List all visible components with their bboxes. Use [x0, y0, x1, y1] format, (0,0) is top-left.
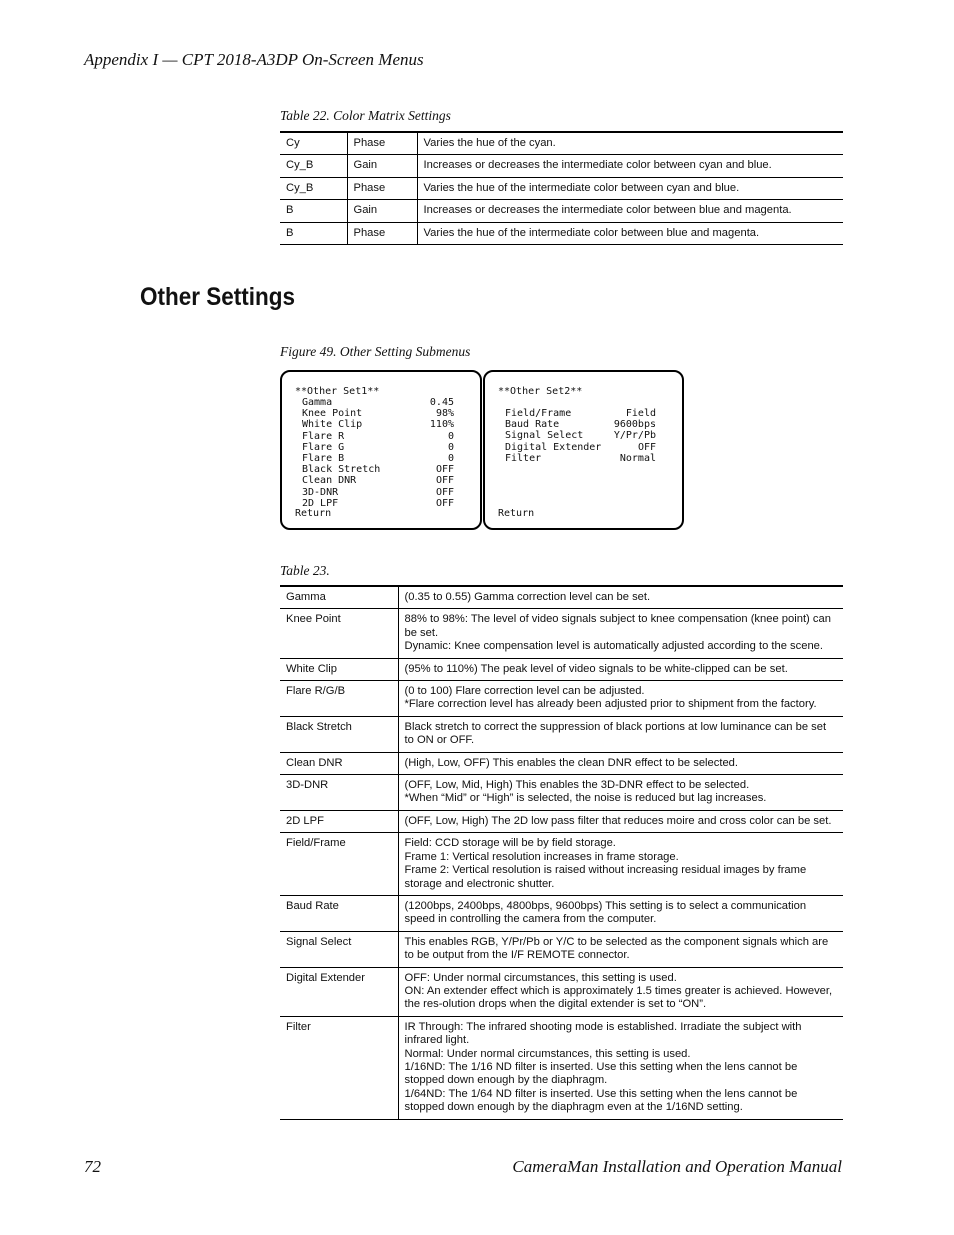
setting-name-cell: Clean DNR	[280, 752, 398, 774]
running-header: Appendix I — CPT 2018-A3DP On-Screen Menus	[84, 50, 424, 69]
menu-item	[505, 453, 656, 464]
parameter-cell: Phase	[347, 132, 417, 155]
menu-item-value: 0	[447, 441, 454, 453]
description-line: 1/16ND: The 1/16 ND filter is inserted. Use this setting when the lens cannot be stopped down enough by the diaphragm.	[404, 1060, 798, 1087]
description-line: *Flare correction level has already been adjusted prior to shipment from the factory.	[404, 698, 817, 711]
setting-name-cell: Digital Extender	[280, 967, 398, 1016]
description-line: (95% to 110%) The peak level of video signals to be white-clipped can be set.	[404, 662, 788, 675]
menu-item	[302, 475, 454, 486]
item-cell: Cy_B	[280, 155, 347, 177]
description-line: (OFF, Low, High) The 2D low pass filter that reduces moire and cross color can be set.	[404, 814, 832, 827]
menu-title: **Other Set2**	[498, 386, 583, 397]
parameter-cell: Phase	[347, 177, 417, 199]
menu-item-value: OFF	[637, 441, 656, 453]
footer-manual-title: CameraMan Installation and Operation Manual	[512, 1157, 842, 1176]
setting-description-cell	[398, 967, 843, 1016]
setting-description-cell	[398, 810, 843, 832]
description-line: 88% to 98%: The level of video signals subject to knee compensation (knee point) can be set.	[404, 613, 831, 639]
other-set2-menu	[483, 370, 684, 530]
setting-description-cell	[398, 752, 843, 774]
setting-name-cell: Signal Select	[280, 931, 398, 967]
setting-description-cell	[398, 1016, 843, 1119]
setting-name-cell: Flare R/G/B	[280, 681, 398, 717]
description-cell: Varies the hue of the intermediate color between blue and magenta.	[417, 222, 843, 244]
description-line: (0.35 to 0.55) Gamma correction level can be set.	[404, 591, 651, 603]
menu-item-label: Digital Extender	[505, 441, 602, 453]
menu-item-value: Y/Pr/Pb	[613, 430, 656, 442]
item-cell: B	[280, 222, 347, 244]
menu-item	[302, 442, 454, 453]
setting-description-cell	[398, 895, 843, 931]
menu-item-label: Gamma	[302, 397, 333, 408]
menu-item-value: 98%	[435, 408, 454, 420]
menu-item-label: Field/Frame	[505, 408, 572, 419]
item-cell: B	[280, 200, 347, 222]
menu-return-item: Return	[295, 507, 332, 519]
page-number: 72	[84, 1157, 101, 1176]
color-matrix-table	[280, 131, 843, 245]
table-row	[280, 177, 843, 199]
menu-item-label: White Clip	[302, 419, 363, 431]
description-line: 1/64ND: The 1/64 ND filter is inserted. Use this setting when the lens cannot be stopped down enough by the diaphragm even at the 1/16ND setting.	[404, 1087, 798, 1114]
description-line: IR Through: The infrared shooting mode is established. Irradiate the subject with infrared light.	[404, 1020, 802, 1047]
setting-name-cell: 2D LPF	[280, 810, 398, 832]
menu-item-label: Clean DNR	[302, 475, 357, 487]
setting-name-cell: Filter	[280, 1016, 398, 1119]
menu-item-label: Flare R	[302, 430, 345, 442]
setting-description-cell	[398, 833, 843, 896]
setting-description-cell	[398, 931, 843, 967]
parameter-cell: Phase	[347, 222, 417, 244]
description-line: (0 to 100) Flare correction level can be adjusted.	[404, 685, 645, 698]
menu-item-value: 0	[447, 430, 454, 442]
parameter-cell: Gain	[347, 200, 417, 222]
table-row	[280, 716, 843, 752]
menu-item-value: 0.45	[429, 397, 454, 408]
menu-item-value: OFF	[435, 497, 454, 509]
item-cell: Cy_B	[280, 177, 347, 199]
table-row	[280, 681, 843, 717]
section-title: Other Settings	[140, 283, 296, 311]
setting-name-cell: Field/Frame	[280, 833, 398, 896]
setting-name-cell: Knee Point	[280, 609, 398, 658]
setting-description-cell	[398, 586, 843, 609]
menu-item-value: OFF	[435, 486, 454, 498]
description-line: *When “Mid” or “High” is selected, the noise is reduced but lag increases.	[404, 792, 767, 805]
menu-item	[505, 408, 656, 419]
setting-name-cell: White Clip	[280, 658, 398, 680]
table-row	[280, 895, 843, 931]
menu-item	[505, 419, 656, 430]
description-line: Frame 2: Vertical resolution is raised without increasing residual images by frame storage and electronic shutter.	[404, 864, 807, 890]
setting-description-cell	[398, 681, 843, 717]
menu-item-value: OFF	[435, 475, 454, 487]
table-row	[280, 132, 843, 155]
menu-item-value: Field	[625, 408, 656, 419]
table-row	[280, 1016, 843, 1119]
description-line: Frame 1: Vertical resolution increases in frame storage.	[404, 850, 679, 863]
menu-item	[302, 408, 454, 419]
other-set1-menu	[280, 370, 482, 530]
setting-name-cell: 3D-DNR	[280, 775, 398, 811]
menu-item-label: Baud Rate	[505, 419, 560, 431]
setting-description-cell	[398, 658, 843, 680]
menu-item-value: Normal	[619, 452, 656, 464]
table-23-caption: Table 23.	[280, 563, 330, 578]
menu-item-value: OFF	[435, 464, 454, 476]
setting-name-cell: Gamma	[280, 586, 398, 609]
menu-item-label: 3D-DNR	[302, 486, 339, 498]
table-row	[280, 222, 843, 244]
menu-item-label: Flare G	[302, 441, 345, 453]
other-settings-table	[280, 585, 843, 1120]
menu-item-label: Signal Select	[505, 430, 584, 442]
setting-description-cell	[398, 775, 843, 811]
table-row	[280, 200, 843, 222]
menu-item	[302, 397, 454, 408]
table-row	[280, 752, 843, 774]
table-row	[280, 810, 843, 832]
setting-name-cell: Baud Rate	[280, 895, 398, 931]
setting-name-cell: Black Stretch	[280, 716, 398, 752]
menu-item-value: 0	[447, 452, 454, 464]
parameter-cell: Gain	[347, 155, 417, 177]
description-cell: Varies the hue of the cyan.	[417, 132, 843, 155]
description-line: OFF: Under normal circumstances, this setting is used.	[404, 971, 677, 984]
menu-item-label: Flare B	[302, 452, 345, 464]
description-line: Normal: Under normal circumstances, this setting is used.	[404, 1047, 691, 1060]
menu-item-label: Black Stretch	[302, 464, 381, 476]
description-line: ON: An extender effect which is approximately 1.5 times greater is achieved. However, the res-olution drops when the digital extender is set to “ON”.	[404, 984, 833, 1011]
description-line: (OFF, Low, Mid, High) This enables the 3D-DNR effect to be selected.	[404, 779, 750, 792]
description-cell: Increases or decreases the intermediate color between blue and magenta.	[417, 200, 843, 222]
menu-item-label: Knee Point	[302, 408, 363, 420]
table-row	[280, 931, 843, 967]
description-line: This enables RGB, Y/Pr/Pb or Y/C to be selected as the component signals which are to be output from the I/F REMOTE connector.	[404, 935, 829, 962]
table-row	[280, 967, 843, 1016]
description-line: (1200bps, 2400bps, 4800bps, 9600bps) This setting is to select a communication speed in controlling the camera from the computer.	[404, 899, 807, 926]
menu-item	[302, 464, 454, 475]
description-cell: Varies the hue of the intermediate color between cyan and blue.	[417, 177, 843, 199]
menu-item-label: Filter	[505, 452, 542, 464]
menu-item-label: 2D LPF	[302, 497, 339, 509]
menu-item	[302, 419, 454, 430]
table-row	[280, 609, 843, 658]
table-row	[280, 833, 843, 896]
menu-return-item: Return	[498, 507, 535, 519]
menu-item	[302, 431, 454, 442]
table-row	[280, 155, 843, 177]
item-cell: Cy	[280, 132, 347, 155]
table-row	[280, 586, 843, 609]
setting-description-cell	[398, 609, 843, 658]
table-row	[280, 775, 843, 811]
description-cell: Increases or decreases the intermediate color between cyan and blue.	[417, 155, 843, 177]
table-22-caption: Table 22. Color Matrix Settings	[280, 108, 451, 123]
table-row	[280, 658, 843, 680]
menu-item	[505, 430, 656, 441]
menu-title: **Other Set1**	[295, 386, 380, 397]
description-line: Field: CCD storage will be by field storage.	[404, 837, 616, 850]
menu-item	[302, 453, 454, 464]
description-line: Dynamic: Knee compensation level is automatically adjusted according to the scene.	[404, 640, 824, 653]
description-line: Black stretch to correct the suppression of black portions at low luminance can be set to ON or OFF.	[404, 720, 827, 747]
description-line: (High, Low, OFF) This enables the clean DNR effect to be selected.	[404, 756, 739, 769]
menu-item	[505, 442, 656, 453]
figure-49-caption: Figure 49. Other Setting Submenus	[280, 344, 471, 359]
menu-item-value: 9600bps	[613, 419, 656, 431]
setting-description-cell	[398, 716, 843, 752]
menu-item-value: 110%	[429, 419, 454, 431]
menu-item	[302, 487, 454, 498]
